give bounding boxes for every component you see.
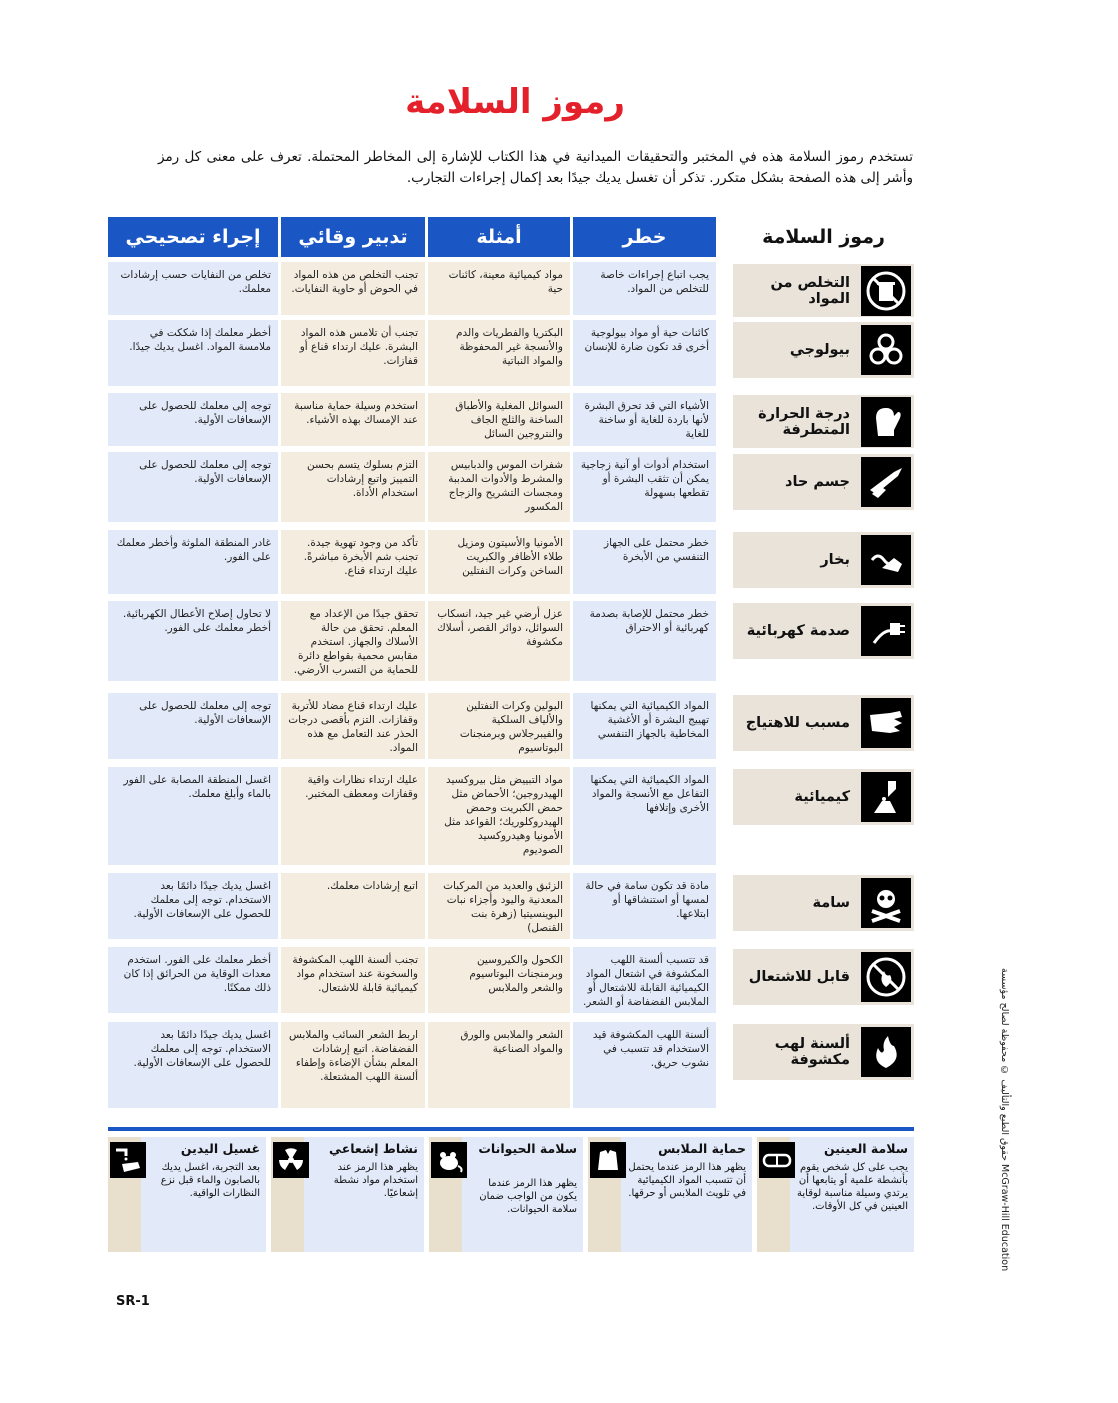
examples-cell: البولين وكرات النفتلين والألياف السلكية والفيبرجلاس وبرمنجنات البوتاسيوم <box>428 693 570 759</box>
remedy-cell: أخطر معلمك إذا شككت في ملامسة المواد. اغسل يديك جيدًا. <box>108 320 278 386</box>
hazard-cell: يجب اتباع إجراءات خاصة للتخلص من المواد. <box>573 262 716 315</box>
header-precaution: تدبير وقائي <box>281 217 425 257</box>
open-flame-icon <box>861 1027 911 1077</box>
precaution-cell: التزم بسلوك يتسم بحسن التمييز واتبع إرشادات استخدام الأداة. <box>281 452 425 522</box>
remedy-cell: توجه إلى معلمك للحصول على الإسعافات الأولية. <box>108 452 278 522</box>
precaution-cell: عليك ارتداء نظارات واقية وقفازات ومعطف المختبر. <box>281 767 425 865</box>
header-remedy: إجراء تصحيحي <box>108 217 278 257</box>
symbol-name: صدمة كهربائية <box>746 623 850 639</box>
examples-cell: مواد التبييض مثل بيروكسيد الهيدروجين؛ الأحماض مثل حمض الكبريت وحمض الهيدروكلوريك؛ القواعد مثل الأمونيا وهيدروكسيد الصوديوم <box>428 767 570 865</box>
symbol-name: قابل للاشتعال <box>748 969 850 985</box>
examples-cell: الزئبق والعديد من المركبات المعدنية واليود وأجزاء نبات البوينسيتيا (زهرة بنت القنصل) <box>428 873 570 939</box>
precaution-cell: تجنب ألسنة اللهب المكشوفة والسخونة عند استخدام مواد كيميائية قابلة للاشتعال. <box>281 947 425 1013</box>
hazard-cell: ألسنة اللهب المكشوفة قيد الاستخدام قد تتسبب في نشوب حريق. <box>573 1022 716 1108</box>
hazard-cell: المواد الكيميائية التي يمكنها التفاعل مع الأنسجة والمواد الأخرى وإتلافها <box>573 767 716 865</box>
fume-icon <box>861 535 911 585</box>
page-code: SR-1 <box>116 1294 150 1309</box>
radioactive-icon <box>273 1142 309 1178</box>
symbol-row-11 <box>733 1024 914 1080</box>
bottom-panel-4 <box>271 1137 424 1252</box>
remedy-cell: أخطر معلمك على الفور. استخدم معدات الوقاية من الحرائق إذا كان ذلك ممكنًا. <box>108 947 278 1013</box>
symbol-row-6 <box>733 603 914 659</box>
remedy-cell: توجه إلى معلمك للحصول على الإسعافات الأولية. <box>108 693 278 759</box>
precaution-cell: تجنب التخلص من هذه المواد في الحوض أو حاوية النفايات. <box>281 262 425 315</box>
copyright-note: حقوق الطبع والتأليف © محفوظة لصالح مؤسسة McGraw-Hill Education <box>999 968 1010 1272</box>
goggles-icon <box>759 1142 795 1178</box>
remedy-cell: غادر المنطقة الملوثة وأخطر معلمك على الفور. <box>108 530 278 594</box>
chemical-icon <box>861 772 911 822</box>
precaution-cell: اتبع إرشادات معلمك. <box>281 873 425 939</box>
symbol-row-4 <box>733 454 914 510</box>
bottom-panel-3 <box>429 1137 583 1252</box>
sharp-object-icon <box>861 457 911 507</box>
remedy-cell: اغسل يديك جيدًا دائمًا بعد الاستخدام. توجه إلى معلمك للحصول على الإسعافات الأولية. <box>108 873 278 939</box>
precaution-cell: تجنب أن تلامس هذه المواد البشرة. عليك ارتداء قناع أو قفازات. <box>281 320 425 386</box>
examples-cell: الشعر والملابس والورق والمواد الصناعية <box>428 1022 570 1108</box>
symbol-row-5 <box>733 532 914 588</box>
bottom-divider <box>108 1127 914 1131</box>
symbol-name: التخلص من المواد <box>770 274 850 307</box>
handwashing-icon <box>110 1142 146 1178</box>
remedy-cell: تخلص من النفايات حسب إرشادات معلمك. <box>108 262 278 315</box>
oven-mitt-icon <box>861 397 911 447</box>
hazard-cell: مادة قد تكون سامة في حالة لمسها أو استنشاقها أو ابتلاعها. <box>573 873 716 939</box>
examples-cell: عزل أرضي غير جيد، انسكاب السوائل، دوائر القصر، أسلاك مكشوفة <box>428 601 570 681</box>
panel-text: يظهر هذا الرمز عندما يحتمل أن تتسبب المواد الكيميائية في تلويث الملابس أو حرقها. <box>628 1162 746 1199</box>
hazard-cell: خطر محتمل على الجهاز التنفسي من الأبخرة <box>573 530 716 594</box>
disposal-icon <box>861 266 911 316</box>
examples-cell: الأمونيا والأسيتون ومزيل طلاء الأظافر والكبريت الساخن وكرات النفتلين <box>428 530 570 594</box>
examples-cell: الكحول والكيروسين وبرمنجنات البوتاسيوم والشعر والملابس <box>428 947 570 1013</box>
hazard-cell: الأشياء التي قد تحرق البشرة لأنها باردة للغاية أو ساخنة للغاية <box>573 393 716 446</box>
examples-cell: البكتريا والفطريات والدم والأنسجة غير المحفوظة والمواد النباتية <box>428 320 570 386</box>
electrical-icon <box>861 606 911 656</box>
precaution-cell: اربط الشعر السائب والملابس الفضفاضة. اتبع إرشادات المعلم بشأن الإضاءة وإطفاء ألسنة اللهب المشتعلة. <box>281 1022 425 1108</box>
panel-text: بعد التجربة، اغسل يديك بالصابون والماء قبل نزع النظارات الواقية. <box>160 1162 260 1199</box>
remedy-cell: اغسل المنطقة المصابة على الفور بالماء وأبلغ معلمك. <box>108 767 278 865</box>
symbol-name: كيميائية <box>794 789 850 805</box>
panel-title: حماية الملابس <box>658 1141 746 1156</box>
panel-title: غسيل اليدين <box>180 1141 260 1156</box>
precaution-cell: عليك ارتداء قناع مضاد للأتربة وقفازات. التزم بأقصى درجات الحذر عند التعامل مع هذه المواد. <box>281 693 425 759</box>
symbol-name: جسم حاد <box>785 474 850 490</box>
hazard-cell: المواد الكيميائية التي يمكنها تهييج البشرة أو الأغشية المخاطية بالجهاز التنفسي <box>573 693 716 759</box>
symbol-row-2 <box>733 322 914 378</box>
panel-title: نشاط إشعاعي <box>329 1141 418 1156</box>
examples-cell: شفرات الموس والدبابيس والمشرط والأدوات المدببة ومجسات التشريح والزجاج المكسور <box>428 452 570 522</box>
symbol-name: درجة الحرارة المتطرفة <box>758 405 850 438</box>
lab-coat-icon <box>590 1142 626 1178</box>
symbol-name: بيولوجي <box>789 342 850 358</box>
symbol-row-7 <box>733 695 914 751</box>
symbol-name: مسبب للاهتياج <box>745 715 850 731</box>
panel-text: يجب على كل شخص يقوم بأنشطة علمية أو يتابعها أن يرتدي وسيلة مناسبة لوقاية العينين في كل الأوقات. <box>797 1162 908 1212</box>
precaution-cell: تحقق جيدًا من الإعداد مع المعلم. تحقق من حالة الأسلاك والجهاز. استخدم مقابس محمية بقواطع دائرة للحماية من التسرب الأرضي. <box>281 601 425 681</box>
symbol-name: بخار <box>820 552 850 568</box>
remedy-cell: اغسل يديك جيدًا دائمًا بعد الاستخدام. توجه إلى معلمك للحصول على الإسعافات الأولية. <box>108 1022 278 1108</box>
hazard-cell: كائنات حية أو مواد بيولوجية أخرى قد تكون ضارة للإنسان <box>573 320 716 386</box>
precaution-cell: استخدم وسيلة حماية مناسبة عند الإمساك بهذه الأشياء. <box>281 393 425 446</box>
hazard-cell: استخدام أدوات أو آنية زجاجية يمكن أن تثقب البشرة أو تقطعها بسهولة <box>573 452 716 522</box>
examples-cell: مواد كيميائية معينة، كائنات حية <box>428 262 570 315</box>
bottom-panel-1 <box>757 1137 914 1252</box>
symbol-row-3 <box>733 395 914 448</box>
symbol-row-10 <box>733 949 914 1005</box>
bottom-panel-5 <box>108 1137 266 1252</box>
header-symbols: رموز السلامة <box>762 226 885 248</box>
toxic-icon <box>861 878 911 928</box>
precaution-cell: تأكد من وجود تهوية جيدة. تجنب شم الأبخرة مباشرةً. عليك ارتداء قناع. <box>281 530 425 594</box>
remedy-cell: لا تحاول إصلاح الأعطال الكهربائية. أخطر معلمك على الفور. <box>108 601 278 681</box>
header-examples: أمثلة <box>428 217 570 257</box>
symbol-row-1 <box>733 264 914 317</box>
panel-text: يظهر هذا الرمز عندما يكون من الواجب ضمان سلامة الحيوانات. <box>479 1178 577 1215</box>
intro-paragraph: تستخدم رموز السلامة هذه في المختبر والتحقيقات الميدانية في هذا الكتاب للإشارة إلى المخاطر المحتملة. تعرف على معنى كل رمز وأشر إلى هذه الصفحة بشكل متكرر. تذكر أن تغسل يديك جيدًا بعد إكمال إجراءات التجارب. <box>158 149 913 186</box>
panel-text: يظهر هذا الرمز عند استخدام مواد نشطة إشعاعيًا. <box>333 1162 418 1199</box>
panel-title: سلامة الحيوانات <box>478 1141 577 1156</box>
hazard-cell: قد تتسبب ألسنة اللهب المكشوفة في اشتعال المواد الكيميائية القابلة للاشتعال أو الملابس الفضفاضة أو الشعر. <box>573 947 716 1013</box>
symbol-name: سامة <box>812 895 850 911</box>
header-hazard: خطر <box>573 217 716 257</box>
symbol-row-9 <box>733 875 914 931</box>
page-title: رموز السلامة <box>405 82 625 122</box>
symbol-row-8 <box>733 769 914 825</box>
hazard-cell: خطر محتمل للإصابة بصدمة كهربائية أو الاحتراق <box>573 601 716 681</box>
flammable-icon <box>861 952 911 1002</box>
symbol-name: ألسنة لهب مكشوفة <box>774 1036 850 1068</box>
remedy-cell: توجه إلى معلمك للحصول على الإسعافات الأولية. <box>108 393 278 446</box>
bottom-panel-2 <box>588 1137 752 1252</box>
panel-title: سلامة العينين <box>823 1141 908 1156</box>
irritant-icon <box>861 698 911 748</box>
animal-icon <box>431 1142 467 1178</box>
examples-cell: السوائل المغلية والأطباق الساخنة والثلج الجاف والنتروجين السائل <box>428 393 570 446</box>
biohazard-icon <box>861 325 911 375</box>
